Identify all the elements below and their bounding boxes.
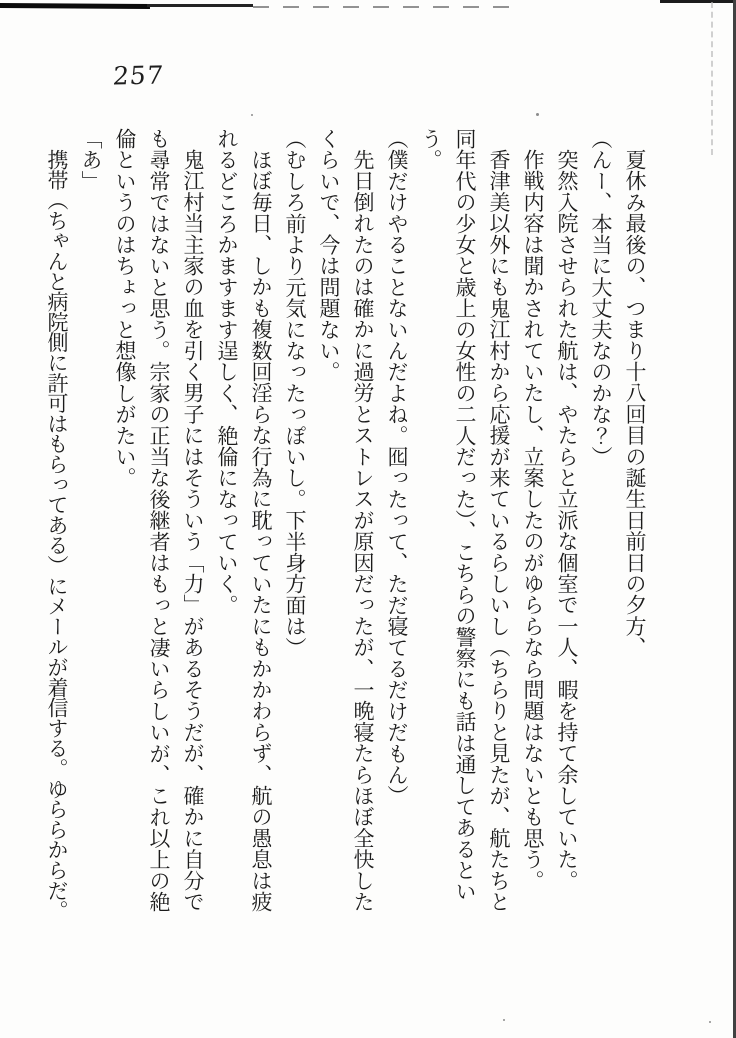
- paragraph: 夏休み最後の、つまり十八回目の誕生日前日の夕方、: [623, 149, 647, 658]
- page-number: 257: [111, 60, 166, 91]
- body-text: [40, 128, 652, 930]
- scan-smudge-top-right: [660, 0, 736, 3]
- scan-smudge-top-mid: [147, 4, 253, 7]
- paragraph: 作戦内容は聞かされていたし、立案したのがゆららなら問題はないとも思う。: [521, 149, 545, 891]
- paragraph: 突然入院させられた航は、やたらと立派な個室で一人、暇を持て余していた。: [555, 149, 579, 891]
- paragraph: （むしろ前より元気になったっぽいし。下半身方面は）: [283, 128, 307, 658]
- paragraph: 香津美以外にも鬼江村から応援が来ているらしいし（ちらりと見たが、航たちと同年代の少女と歳上の女性の二人だった）、こちらの警察にも話は通してあるという。: [419, 128, 511, 913]
- scan-speck: [536, 113, 539, 116]
- scan-smudge-top-left: [0, 3, 150, 9]
- paragraph: 先日倒れたのは確かに過労とストレスが原因だったが、一晩寝たらほぼ全快したくらいで、今は問題ない。: [317, 128, 375, 913]
- paragraph: 携帯（ちゃんと病院側に許可はもらってある）にメールが着信する。ゆららからだ。: [45, 149, 69, 921]
- scan-speck: [503, 1019, 505, 1021]
- paragraph: 「あ」: [79, 128, 103, 192]
- paragraph: （僕だけやることないんだよね。囮ったって、ただ寝てるだけだもん）: [385, 128, 409, 807]
- paragraph: 鬼江村当主家の血を引く男子にはそういう「力」があるそうだが、確かに自分でも尋常ではないと思う。宗家の正当な後継者はもっと凄いらしいが、これ以上の絶倫というのはちょっと想像しがたい。: [113, 128, 205, 913]
- scan-edge-dashes: [711, 2, 713, 155]
- scan-smudge-top-tail: [253, 6, 523, 8]
- scan-speck: [709, 1021, 711, 1023]
- paragraph: ほぼ毎日、しかも複数回淫らな行為に耽っていたにもかかわらず、航の愚息は疲れるどころかますます逞しく、絶倫になっていく。: [215, 128, 273, 913]
- scan-speck: [251, 114, 253, 116]
- paragraph: （んー、本当に大丈夫なのかな？）: [589, 128, 613, 468]
